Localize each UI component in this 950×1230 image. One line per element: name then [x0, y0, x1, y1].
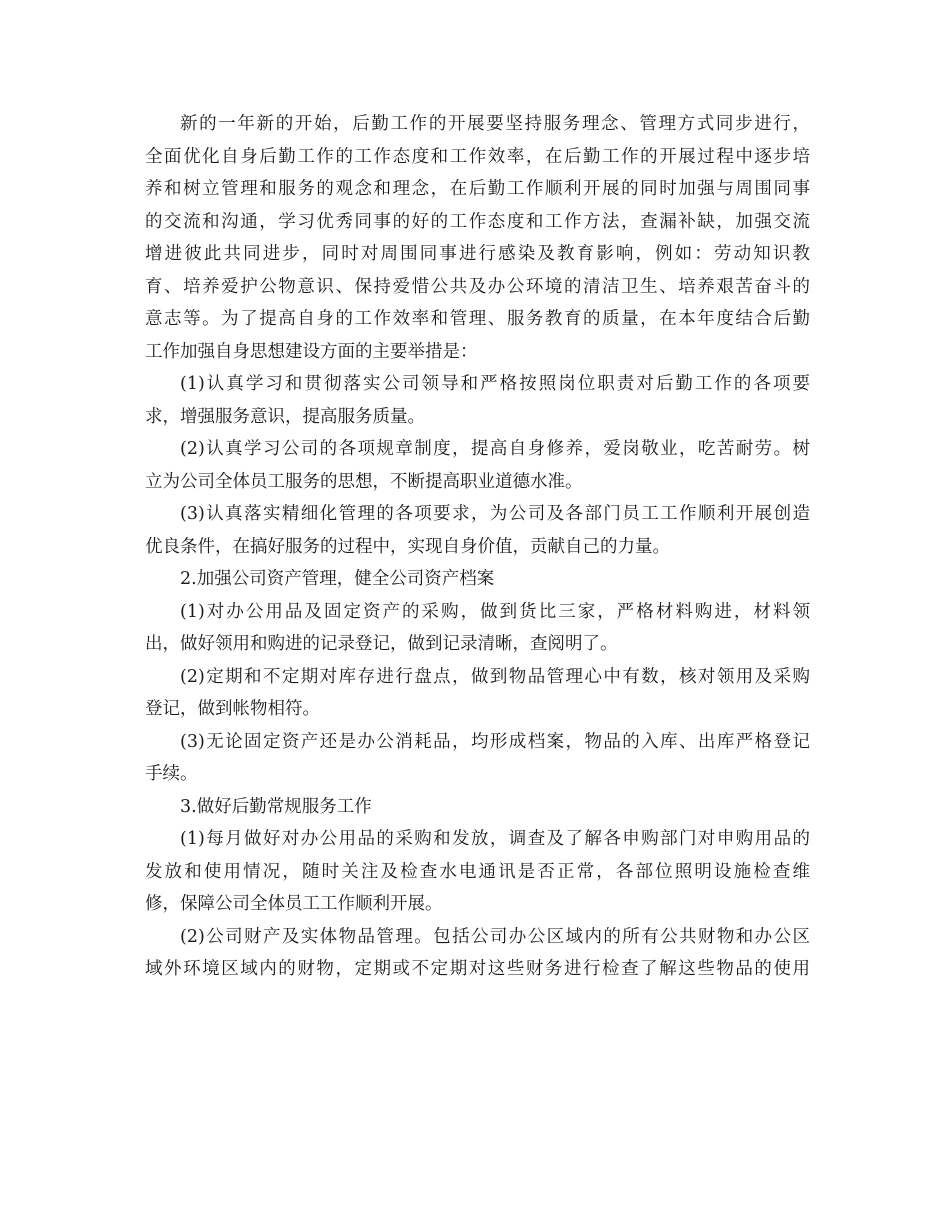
text-line: 修，保障公司全体员工工作顺利开展。	[145, 894, 443, 914]
text-line: 求，增强服务意识，提高服务质量。	[145, 406, 425, 427]
text-line: (2)公司财产及实体物品管理。包括公司办公区域内的所有公共财物和办公区	[180, 926, 810, 947]
paragraph-item-1-1	[145, 368, 810, 433]
document-body	[145, 108, 810, 986]
text-line: (2)定期和不定期对库存进行盘点，做到物品管理心中有数，核对领用及采购	[180, 666, 810, 687]
paragraph-item-1-3	[145, 498, 810, 563]
section-heading: 3.做好后勤常规服务工作	[180, 796, 372, 817]
paragraph-item-2-1	[145, 596, 810, 661]
text-line: 发放和使用情况，随时关注及检查水电通讯是否正常，各部位照明设施检查维	[145, 861, 810, 882]
text-line: 优良条件，在搞好服务的过程中，实现自身价值，贡献自己的力量。	[145, 536, 670, 557]
text-line: 手续。	[145, 764, 198, 784]
text-line: 全面优化自身后勤工作的工作态度和工作效率，在后勤工作的开展过程中逐步培	[145, 146, 810, 167]
text-line: (3)认真落实精细化管理的各项要求，为公司及各部门员工工作顺利开展创造	[180, 504, 810, 524]
text-line: 增进彼此共同进步，同时对周围同事进行感染及教育影响，例如：劳动知识教	[145, 244, 810, 264]
text-line: 登记，做到帐物相符。	[145, 699, 320, 719]
text-line: 域外环境区域内的财物，定期或不定期对这些财务进行检查了解这些物品的使用	[145, 959, 810, 979]
text-line: 工作加强自身思想建设方面的主要举措是：	[145, 341, 478, 362]
paragraph-intro	[145, 108, 810, 368]
text-line: 养和树立管理和服务的观念和理念，在后勤工作顺利开展的同时加强与周围同事	[145, 179, 810, 199]
text-line: (3)无论固定资产还是办公消耗品，均形成档案，物品的入库、出库严格登记	[180, 731, 810, 752]
paragraph-item-3-1	[145, 823, 810, 921]
paragraph-item-3-2	[145, 921, 810, 986]
text-line: (1)每月做好对办公用品的采购和发放，调查及了解各申购部门对申购用品的	[180, 829, 810, 849]
paragraph-item-2-3	[145, 726, 810, 791]
text-line: 的交流和沟通，学习优秀同事的好的工作态度和工作方法，查漏补缺，加强交流	[145, 211, 810, 232]
text-line: 出，做好领用和购进的记录登记，做到记录清晰，查阅明了。	[145, 634, 618, 654]
text-line: 意志等。为了提高自身的工作效率和管理、服务教育的质量，在本年度结合后勤	[145, 309, 810, 329]
text-line: 立为公司全体员工服务的思想，不断提高职业道德水准。	[145, 471, 583, 492]
text-line: (1)对办公用品及固定资产的采购，做到货比三家，严格材料购进，材料领	[180, 601, 810, 622]
text-line: 新的一年新的开始，后勤工作的开展要坚持服务理念、管理方式同步进行，	[180, 114, 810, 134]
text-line: (2)认真学习公司的各项规章制度，提高自身修养，爱岗敬业，吃苦耐劳。树	[180, 439, 810, 459]
section-heading: 2.加强公司资产管理，健全公司资产档案	[180, 569, 495, 589]
text-line: (1)认真学习和贯彻落实公司领导和严格按照岗位职责对后勤工作的各项要	[180, 374, 810, 394]
text-line: 育、培养爱护公物意识、保持爱惜公共及办公环境的清洁卫生、培养艰苦奋斗的	[145, 276, 810, 297]
paragraph-item-2-2	[145, 661, 810, 726]
paragraph-item-1-2	[145, 433, 810, 498]
section-heading-3	[145, 791, 810, 824]
section-heading-2	[145, 563, 810, 596]
